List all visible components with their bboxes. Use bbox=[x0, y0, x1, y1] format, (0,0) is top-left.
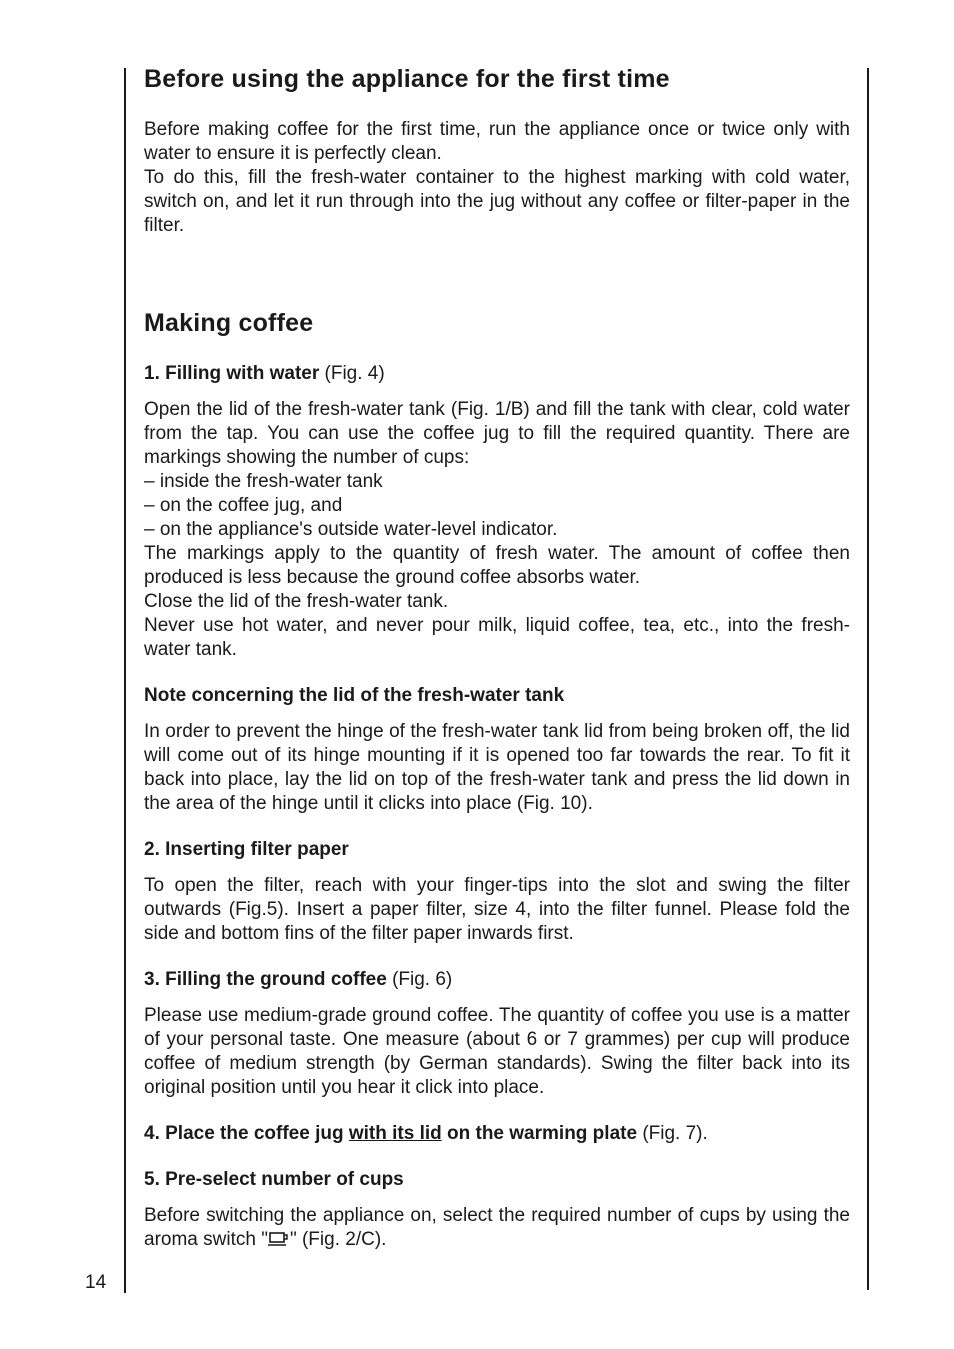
note-heading: Note concerning the lid of the fresh-water tank bbox=[144, 685, 565, 706]
right-margin-rule bbox=[867, 68, 869, 1290]
left-margin-rule bbox=[124, 68, 126, 1293]
step-4-heading-part-c: on the warming plate bbox=[441, 1123, 638, 1144]
first-time-paragraph-2: To do this, fill the fresh-water container to the highest marking with cold water, switch on, and let it run through into the jug without any coffee or filter-paper in the filter. bbox=[144, 167, 850, 236]
step-1-line-1: Open the lid of the fresh-water tank (Fig. 1/B) and fill the tank with clear, cold water from the tap. You can use the coffee jug to fill the required quantity. There are markings showing the number of cups: bbox=[144, 399, 850, 468]
step-3-figure-ref: (Fig. 6) bbox=[392, 969, 453, 990]
note-text: In order to prevent the hinge of the fresh-water tank lid from being broken off, the lid will come out of its hinge mounting if it is opened too far towards the rear. To fit it back into place, lay the lid on top of the fresh-water tank and press the lid down in the area of the hinge until it clicks into place (Fig. 10). bbox=[144, 721, 850, 814]
step-5-heading: 5. Pre-select number of cups bbox=[144, 1169, 404, 1190]
step-4-heading bbox=[144, 1122, 850, 1146]
step-2-heading: 2. Inserting filter paper bbox=[144, 839, 349, 860]
page-number: 14 bbox=[85, 1272, 107, 1293]
step-3-text: Please use medium-grade ground coffee. The quantity of coffee you use is a matter of your personal taste. One measure (about 6 or 7 grammes) per cup will produce coffee of medium strength (by German standards). Swing the filter back into its original position until you hear it click into place. bbox=[144, 1005, 850, 1098]
page-content bbox=[144, 62, 850, 1252]
section-title-first-time: Before using the appliance for the first time bbox=[144, 65, 670, 93]
step-1-line-2: – inside the fresh-water tank bbox=[144, 471, 383, 492]
step-3-heading-text: 3. Filling the ground coffee bbox=[144, 969, 387, 990]
step-4-figure-ref: (Fig. 7). bbox=[642, 1123, 708, 1144]
step-5-text-part-b: " (Fig. 2/C). bbox=[289, 1229, 387, 1250]
step-3-heading bbox=[144, 968, 850, 992]
step-1-line-5: The markings apply to the quantity of fresh water. The amount of coffee then produced is less because the ground coffee absorbs water. bbox=[144, 543, 850, 588]
step-1-line-4: – on the appliance's outside water-level indicator. bbox=[144, 519, 558, 540]
step-1-line-7: Never use hot water, and never pour milk, liquid coffee, tea, etc., into the fresh-water tank. bbox=[144, 615, 850, 660]
step-1-figure-ref: (Fig. 4) bbox=[324, 363, 385, 384]
step-5-text-part-a: Before switching the appliance on, select the required number of cups by using the aroma switch " bbox=[144, 1205, 850, 1250]
step-1-line-6: Close the lid of the fresh-water tank. bbox=[144, 591, 449, 612]
first-time-paragraph-1: Before making coffee for the first time, run the appliance once or twice only with water to ensure it is perfectly clean. bbox=[144, 119, 850, 164]
step-4-heading-part-a: 4. Place the coffee jug bbox=[144, 1123, 349, 1144]
step-1-heading-text: 1. Filling with water bbox=[144, 363, 320, 384]
step-2-text: To open the filter, reach with your finger-tips into the slot and swing the filter outwards (Fig.5). Insert a paper filter, size 4, into the filter funnel. Please fold the side and bottom fins of the filter paper inwards first. bbox=[144, 875, 850, 944]
step-4-heading-underlined: with its lid bbox=[348, 1123, 442, 1144]
step-1-heading bbox=[144, 362, 850, 386]
step-5-text bbox=[144, 1204, 850, 1252]
section-title-making-coffee: Making coffee bbox=[144, 309, 314, 337]
step-1-line-3: – on the coffee jug, and bbox=[144, 495, 343, 516]
cup-symbol-icon bbox=[268, 1231, 290, 1247]
